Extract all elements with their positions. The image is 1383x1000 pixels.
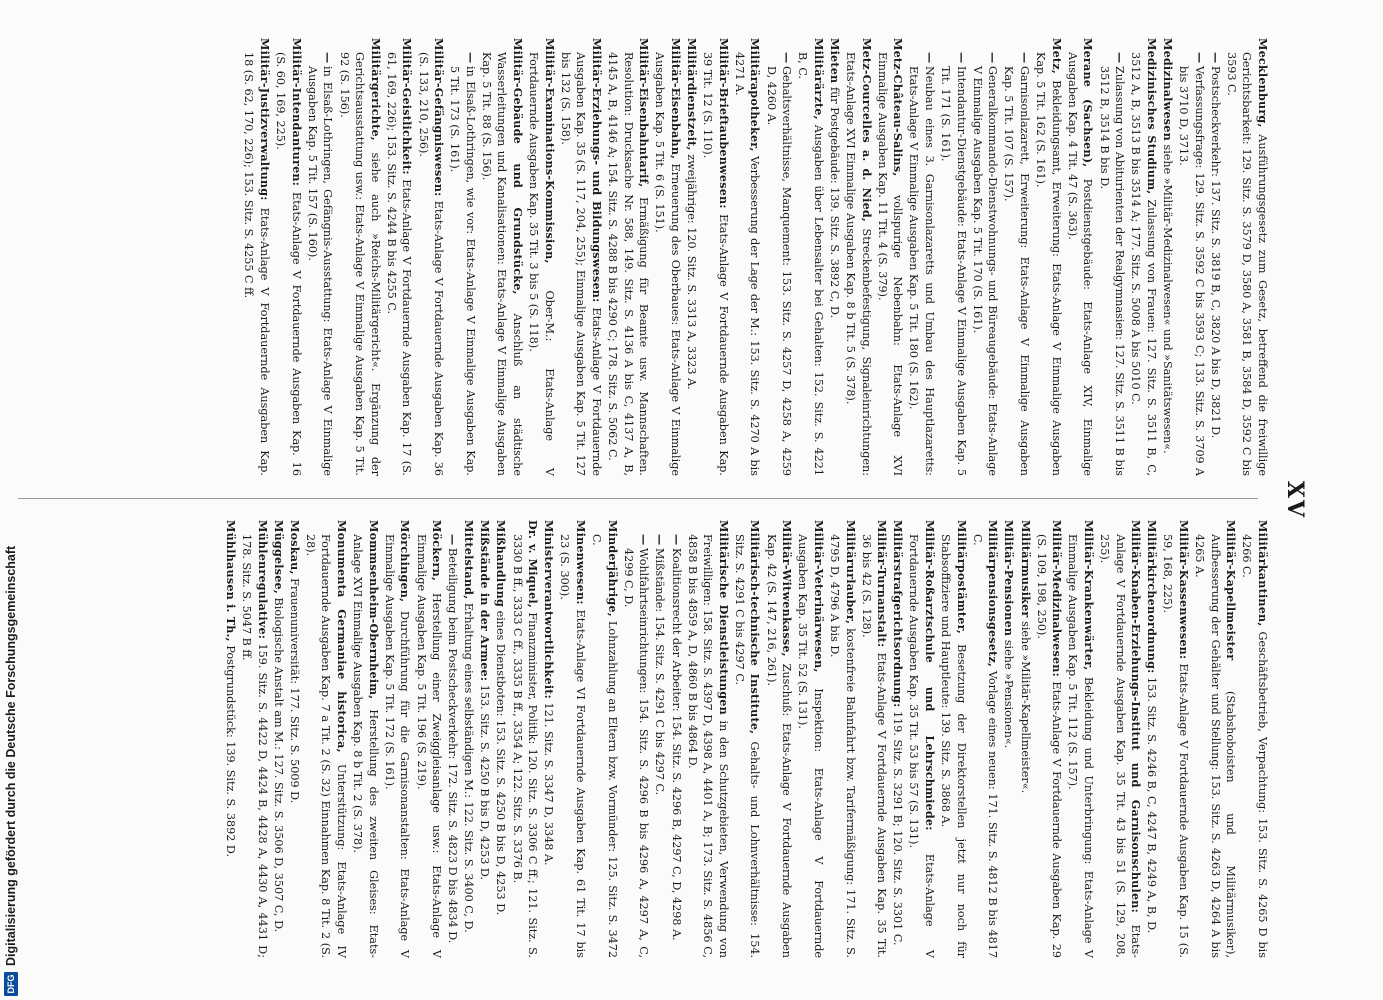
index-reference: Lohnzahlung an Eltern bzw. Vormünder: 125. Sitz. S. 3472 C. <box>590 534 619 958</box>
index-entry <box>336 38 383 476</box>
index-reference: Koalitionsrecht der Arbeiter: 154. Sitz. S. 4296 B, 4297 C, D, 4298 A. <box>669 548 683 941</box>
index-entry <box>588 520 619 958</box>
index-reference: 153. Sitz. S. 4246 B, C, 4247 B, 4249 A, B, D. <box>1145 677 1159 934</box>
index-reference: Gehaltsverhältnisse, Manquement: 153. Sitz. S. 4257 D, 4258 A, 4259 D, 4260 A. <box>764 66 794 476</box>
index-term: Militärkirchenordnung: <box>1145 520 1160 674</box>
index-entry <box>1064 38 1095 476</box>
index-term: Metz-Courcelles a. d. Nied, <box>859 38 874 223</box>
index-reference: Vorlage eines neuen: 171. Sitz. S. 4812 B bis 4817 C. <box>970 534 1000 958</box>
index-entry <box>1223 38 1270 476</box>
index-entry <box>795 520 826 958</box>
index-entry <box>969 520 1000 958</box>
index-entry <box>478 38 525 476</box>
index-term: Militär-Turnanstalt: <box>875 520 890 648</box>
index-reference: Geschäftsbetrieb, Verpachtung: 153. Sitz. S. 4265 D bis 4266 C. <box>1240 534 1269 958</box>
index-reference: Biologische Anstalt am M.: 127. Sitz. S. 3506 D, 3507 C, D. <box>271 597 285 933</box>
index-term: Militär-Geistlichkeit: <box>400 38 415 175</box>
index-entry <box>1017 520 1033 958</box>
index-reference: in Elsaß-Lothringen, Gefängnis-Ausstattung: Etats-Anlage V Einmalige Ausgaben Kap. 5 Tit. 157 (S. 160). <box>305 66 335 476</box>
index-subentry <box>763 38 794 476</box>
index-term: Mühlhausen i. Th., <box>223 520 238 642</box>
index-reference: eines Dienstboten: 153. Sitz. S. 4250 B bis D, 4253 D. <box>494 610 508 916</box>
index-reference: Herstellung einer Zweiggleisanlage usw.: Etats-Anlage V Einmalige Ausgaben Kap. 5 Tit. 196 (S. 219). <box>414 534 444 958</box>
index-reference: Frauenuniversität: 177. Sitz. S. 5009 D. <box>287 578 301 804</box>
index-entry <box>381 520 412 958</box>
index-entry <box>509 520 540 958</box>
index-reference: in den Schutzgebieten, Verwendung von Freiwilligen: 158. Sitz. S. 4397 D, 4398 A, 4401 A, B; 173. Sitz. S. 4856 C, 4858 B bis 4859 A, D, 4860 B bis 4864 D. <box>685 534 730 958</box>
index-entry <box>1160 520 1191 958</box>
footer-credit-text: Digitalisierung gefördert durch die Deutsche Forschungsgemeinschaft <box>4 545 18 966</box>
subentry-dash: — <box>986 52 1001 64</box>
index-reference: siehe auch »Reichs-Militärgericht«. Ergänzung der Gerichtsausstattung usw.: Etats-Anlage V Einmalige Ausgaben Kap. 5 Tit. 92 (S. 156). <box>337 52 382 476</box>
index-term: Militär-Medizinalwesen: <box>1050 520 1065 677</box>
index-entry <box>557 520 588 958</box>
register-page-rotated <box>0 30 1310 970</box>
index-entry <box>1001 520 1017 958</box>
index-reference: 119. Sitz. S. 3291 B; 120. Sitz. S. 3301 C. <box>891 711 905 946</box>
index-reference: 159. Sitz. S. 4422 D, 4424 B, 4428 A, 4430 A, 4431 D; 178. Sitz. S. 5047 B ff. <box>240 534 269 958</box>
index-term: Militärische Dienstleistungen <box>716 520 731 715</box>
index-reference: Etats-Anlage V Fortdauernde Ausgaben Kap. 36 (S. 133, 210, 256). <box>416 52 446 476</box>
index-reference: Ermäßigung für Beamte usw. Mannschaften. Resolution: Drucksache Nr. 588, 149. Sitz. S. 4136 A bis C, 4137 A, B, 4145 A, B, 4146 A; 154. Sitz. S. 4288 B bis 4290 C; 178. Sitz. S. 5062 C. <box>606 52 651 476</box>
index-term: Militärpostämter, <box>954 520 969 634</box>
index-reference: Herstellung des zweiten Gleises: Etats-Anlage XVI Einmalige Ausgaben Kap. 8 b Tit. 2 (S. 378). <box>351 534 380 958</box>
index-reference: Mißstände: 154. Sitz. S. 4291 C bis 4297 C. <box>653 548 667 796</box>
index-entry <box>270 520 286 958</box>
index-entry <box>415 38 446 476</box>
index-reference: für Postgebäude: 139. Sitz. S. 3892 C, D. <box>827 86 841 319</box>
index-entry <box>684 38 700 476</box>
index-term: Mittelstand, <box>462 520 477 600</box>
index-reference: Etats-Anlage V Fortdauernde Ausgaben Kap. 16 (S. 60, 169, 225). <box>274 52 303 476</box>
index-term: Militär-Krankenwärter, <box>1081 520 1096 671</box>
index-entry <box>938 520 969 958</box>
index-term: Merane (Sachsen), <box>1081 38 1096 168</box>
index-entry <box>1128 38 1159 476</box>
index-subentry <box>969 38 1000 476</box>
index-subentry <box>1175 38 1206 476</box>
index-term: Moskau, <box>287 520 302 575</box>
index-reference: siehe »Militär-Kapellmeister«. <box>1018 621 1032 794</box>
index-subentry <box>1001 38 1032 476</box>
index-entry <box>541 520 557 958</box>
index-term: Möckern, <box>430 520 445 582</box>
index-entry <box>906 520 937 958</box>
subentry-dash: — <box>1192 52 1207 64</box>
index-entry <box>1065 520 1096 958</box>
index-reference: Zuschuß: Etats-Anlage V Fortdauernde Ausgaben Kap. 42 (S. 147, 216, 261). <box>764 534 794 958</box>
index-term: Militär-Gefängniswesen: <box>432 38 447 197</box>
subentry-dash: — <box>1208 52 1223 64</box>
index-reference: Etats-Anlage V Fortdauernde Ausgaben Kap. 35 Tit. 36 bis 42 (S. 128). <box>859 534 889 958</box>
index-reference: zweijährige: 120. Sitz. S. 3313 A, 3323 A. <box>685 154 699 390</box>
index-entry <box>383 38 414 476</box>
index-term: Militär-Pensionen <box>1002 520 1017 637</box>
index-subentry <box>1207 38 1223 476</box>
index-term: Militär-Brieftaubenwesen: <box>716 38 731 209</box>
index-entry <box>526 38 557 476</box>
index-entry <box>842 38 873 476</box>
subentry-dash: — <box>463 52 478 64</box>
index-term: Mühlenregulative: <box>255 520 270 640</box>
index-subentry <box>668 520 684 958</box>
index-subentry <box>652 520 668 958</box>
index-entry <box>890 520 906 958</box>
index-term: Militär-Kassenwesen: <box>1177 520 1192 660</box>
index-reference: Erhaltung eines selbständigen M.: 122. Sitz. S. 3400 C, D. <box>462 602 476 933</box>
index-reference: in Elsaß-Lothringen, wie vor: Etats-Anlage V Einmalige Ausgaben Kap. 5 Tit. 173 (S. 161). <box>448 66 477 476</box>
page-number: XV <box>1282 480 1308 520</box>
index-entry <box>286 520 302 958</box>
index-entry <box>1033 520 1064 958</box>
index-entry <box>1192 520 1239 958</box>
index-entry <box>1096 520 1143 958</box>
index-entry <box>874 38 905 476</box>
index-term: Militär-Justizverwaltung: <box>258 38 273 201</box>
index-term: Medizinisches Studium, <box>1144 38 1159 195</box>
index-subentry <box>304 38 335 476</box>
index-entry <box>238 520 269 958</box>
index-term: Metz-Château-Salins, <box>891 38 906 177</box>
index-reference: Erneuerung des Oberbaues: Etats-Anlage V Einmalige Ausgaben Kap. 5 Tit. 6 (S. 151). <box>653 52 683 476</box>
index-reference: Etats-Anlage V Fortdauernde Ausgaben Kap. 15 (S. 59, 168, 225). <box>1161 534 1191 958</box>
index-reference: Neubau eines 3. Garnisonlazaretts und Umbau des Hauptlazaretts: Etats-Anlage V Einmalige Ausgaben Kap. 5 Tit. 180 (S. 162). <box>907 66 937 476</box>
index-reference: Finanzminister, Politik: 120. Sitz. S. 3306 C ff.; 121. Sitz. S. 3330 B ff., 3333 C ff., 3335 B ff., 3354 A; 122. Sitz. S. 3376 B. <box>510 534 540 958</box>
index-reference: Ausgaben über Lebensalter bei Gehalten: 152. Sitz. S. 4221 B, C. <box>796 52 825 476</box>
index-entry <box>493 520 509 958</box>
subentry-dash: — <box>923 52 938 64</box>
index-term: Militärmusiker <box>1018 520 1033 618</box>
index-reference: siehe »Pensionen«. <box>1002 639 1016 749</box>
index-reference: Etats-Anlage V Fortdauernde Ausgaben Kap. 39 Tit. 12 (S. 110). <box>701 52 730 476</box>
index-reference: Beteiligung beim Postscheckverkehr: 172. Sitz. S. 4823 D bis 4834 D. <box>446 548 460 944</box>
index-term: Militär-Knaben-Erziehungs-Institut und Garnisonschulen: <box>1129 520 1144 913</box>
index-term: Militärärzte, <box>811 38 826 120</box>
index-reference: Zulassung von Abiturienten der Realgymnasien: 127. Sitz. S. 3511 B bis 3512 B, 3514 B bis D. <box>1097 66 1127 476</box>
subentry-dash: — <box>637 534 652 546</box>
index-reference: Etats-Anlage V Fortdauernde Ausgaben Kap. 18 (S. 62, 170, 226); 153. Sitz. S. 4255 C ff. <box>242 52 272 476</box>
index-entry <box>700 38 731 476</box>
index-subentry <box>447 38 478 476</box>
index-term: Mörchingen, <box>398 520 413 603</box>
index-term: Monumenta Germaniae historica, <box>335 520 350 753</box>
index-reference: Bekleidung und Unterbringung: Etats-Anlage V Einmalige Ausgaben Kap. 5 Tit. 112 (S. 157). <box>1066 534 1095 958</box>
index-term: Medizinalwesen <box>1160 38 1175 141</box>
index-reference: Etats-Anlage V Fortdauernde Ausgaben Kap. 35 (S. 117, 204, 255); Einmalige Ausgaben Kap. 5 Tit. 127 bis 132 (S. 158). <box>558 52 604 476</box>
index-reference: Anschluß an städtische Wasserleitungen und Kanalisationen: Etats-Anlage V Einmalige Ausgaben Kap. 5 Tit. 88 (S. 156). <box>479 52 525 476</box>
index-term: Militärpensionsgesetz, <box>986 520 1001 668</box>
index-entry <box>222 520 238 958</box>
index-term: Minenwesen: <box>573 520 588 605</box>
index-term: Militär-Gebäude und Grundstücke, <box>511 38 526 295</box>
index-term: Mißhandlung <box>494 520 509 608</box>
index-entry <box>731 38 762 476</box>
subentry-dash: — <box>321 52 336 64</box>
index-entry <box>350 520 381 958</box>
index-reference: Durchführung für die Garnisonanstalten: Etats-Anlage V Einmalige Ausgaben Kap. 5 Tit. 172 (S. 161). <box>382 534 412 958</box>
index-subentry <box>620 520 651 958</box>
index-term: Ministerverantwortlichkeit: <box>542 520 557 699</box>
index-entry <box>795 38 826 476</box>
index-entry <box>731 520 762 958</box>
index-reference: Etats-Anlage V Fortdauernde Ausgaben Kap. 17 (S. 61, 169, 226); 153. Sitz. S. 4244 B bis 4255 C. <box>384 52 414 476</box>
index-term: Militär-Kapellmeister <box>1224 520 1239 661</box>
index-entry <box>763 520 794 958</box>
subentry-dash: — <box>446 534 461 546</box>
index-entry <box>1159 38 1175 476</box>
index-entry <box>273 38 304 476</box>
index-reference: Ausführungsgesetz zum Gesetz, betreffend die freiwillige Gerichtsbarkeit: 129. Sitz. S. 3579 D, 3580 A, 3581 B, 3584 D, 3592 C bis 3593 C. <box>1224 52 1269 476</box>
index-term: Militär-Erziehungs- und Bildungswesen: <box>590 38 605 303</box>
index-reference: Postgrundstück: 139. Sitz. S. 3892 D. <box>223 645 237 858</box>
index-subentry <box>445 520 461 958</box>
index-entry <box>1033 38 1064 476</box>
index-reference: Streckenbefestigung, Signaleinrichtungen: Etats-Anlage XVI Einmalige Ausgaben Kap. 8 b Tit. 5 (S. 378). <box>844 52 873 476</box>
index-entry <box>241 38 272 476</box>
index-entry <box>652 38 683 476</box>
subentry-dash: — <box>1113 52 1128 64</box>
index-subentry <box>938 38 969 476</box>
index-reference: Zulassung von Frauen: 127. Sitz. S. 3511 B, C, 3512 A, B, 3513 B bis 3514 A; 177. Sitz. S. 5008 A bis 5010 C. <box>1129 52 1158 476</box>
dfg-logo: DFG <box>4 972 18 996</box>
index-term: Militärapotheker, <box>748 38 763 152</box>
subentry-dash: — <box>669 534 684 546</box>
index-entry <box>461 520 477 958</box>
index-reference: Bekleidungsamt, Erweiterung: Etats-Anlage V Einmalige Ausgaben Kap. 5 Tit. 162 (S. 161). <box>1034 52 1063 476</box>
index-reference: Verbesserung der Lage der M.: 153. Sitz. S. 4270 A bis 4271 A. <box>732 52 762 476</box>
index-term: Militär-Witwenkasse, <box>780 520 795 657</box>
index-reference: Etats-Anlage V Fortdauernde Ausgaben Kap. 35 Tit. 53 bis 57 (S. 131). <box>907 534 937 958</box>
index-reference: Postscheckverkehr: 137. Sitz. S. 3819 B, C, 3820 A bis D, 3821 D. <box>1208 66 1222 439</box>
index-entry <box>858 520 889 958</box>
index-reference: Postdienstgebäude: Etats-Anlage XIV, Einmalige Ausgaben Kap. 4 Tit. 47 (S. 363). <box>1065 52 1095 476</box>
index-entry <box>477 520 493 958</box>
index-reference: Inspektion: Etats-Anlage V Fortdauernde Ausgaben Kap. 35 Tit. 52 (S. 131). <box>796 534 825 958</box>
index-term: Militär-Intendanturen: <box>289 38 304 187</box>
index-term: Müggelsee, <box>271 520 286 594</box>
subentry-dash: — <box>1018 52 1033 64</box>
index-term: Militär-Roßarztschule und Lehrschmiede: <box>923 520 938 831</box>
index-reference: Wohlfahrtseinrichtungen: 154. Sitz. S. 4296 B bis 4296 A, 4297 A, C, 4299 C, D. <box>621 548 651 958</box>
index-entry <box>826 38 842 476</box>
index-reference: Etats-Anlage V Fortdauernde Ausgaben Kap. 35 Tit. 43 bis 51 (S. 129, 208, 255). <box>1098 534 1143 958</box>
index-entry <box>605 38 652 476</box>
index-reference: Ober-M.: Etats-Anlage V Fortdauernde Ausgaben Kap. 35 Tit. 3 bis 5 (S. 118). <box>527 52 556 476</box>
index-reference: Besetzung der Direktorstellen jetzt nur noch für Stabsoffiziere und Hauptleute: 139. Sitz. S. 3868 A. <box>939 534 968 958</box>
index-term: Mecklenburg, <box>1256 38 1270 128</box>
index-reference: Etats-Anlage V Fortdauernde Ausgaben Kap. 29 (S. 109, 198, 250). <box>1034 534 1064 958</box>
subentry-dash: — <box>954 52 969 64</box>
index-reference: Verfassungsfrage: 129. Sitz. S. 3592 C bis 3593 C; 133. Sitz. S. 3709 A bis 3710 D, 3713. <box>1177 66 1206 476</box>
index-term: Militärstrafgerichtsordnung: <box>891 520 906 708</box>
subentry-dash: — <box>653 534 668 546</box>
index-reference: 153. Sitz. S. 4250 B bis D, 4253 D. <box>478 684 492 881</box>
index-reference: (Stabshoboisten und Militärmusiker), Aufbesserung der Gehälter und Stellung: 153. Sitz. S. 4263 D, 4264 A bis 4265 A. <box>1193 534 1238 958</box>
index-entry <box>413 520 444 958</box>
index-term: Dr. v. Miquel, <box>526 520 541 608</box>
index-reference: Unterstützung: Etats-Anlage IV Fortdauernde Ausgaben Kap. 7 a Tit. 2 (S. 32) Einnahmen Kap. 8 Tit. 2 (S. 28). <box>303 534 349 958</box>
index-reference: Garnisonlazarett, Erweiterung: Etats-Anlage V Einmalige Ausgaben Kap. 5 Tit. 107 (S. 157). <box>1002 66 1032 476</box>
index-term: Militärkantinen, <box>1256 520 1270 627</box>
index-term: Militär-Veterinärwesen, <box>811 520 826 673</box>
index-reference: Intendantur-Dienstgebäude: Etats-Anlage V Einmalige Ausgaben Kap. 5 Tit. 171 (S. 161). <box>939 66 968 476</box>
index-reference: Gehalts- und Lohnverhältnisse: 154. Sitz. S. 4291 C bis 4297 C. <box>732 534 762 958</box>
index-subentry <box>1096 38 1127 476</box>
index-term: Militär-Examinations-Kommission, <box>542 38 557 264</box>
index-entry <box>826 520 857 958</box>
index-entry <box>1239 520 1270 958</box>
index-column-right <box>5 520 1270 958</box>
index-reference: vollspurige Nebenbahn: Etats-Anlage XVI Einmalige Ausgaben Kap. 11 Tit. 4 (S. 379). <box>875 52 905 476</box>
index-term: Metz, <box>1049 38 1064 74</box>
subentry-dash: — <box>780 52 795 64</box>
index-term: Militärisch-technische Institute, <box>748 520 763 735</box>
index-term: Mieten <box>827 38 842 84</box>
index-term: Militärdienstzeit, <box>685 38 700 151</box>
index-reference: kostenfreie Bahnfahrt bzw. Tarifermäßigung: 171. Sitz. S. 4795 D, 4796 A bis D. <box>827 534 857 958</box>
index-entry <box>1144 520 1160 958</box>
index-reference: 121. Sitz. S. 3347 D, 3348 A. <box>542 702 556 866</box>
index-subentry <box>906 38 937 476</box>
index-entry <box>302 520 349 958</box>
index-entry <box>684 520 731 958</box>
index-term: Minderjährige, <box>605 520 620 617</box>
index-term: Mommsenheim-Obernheim, <box>366 520 381 700</box>
index-reference: Generalkommando-Dienstwohnungs- und Büreaugebäude: Etats-Anlage V Einmalige Ausgaben Kap. 5 Tit. 170 (S. 161). <box>970 66 1000 476</box>
column-divider <box>18 498 1258 499</box>
index-entry <box>557 38 604 476</box>
index-reference: Etats-Anlage VI Fortdauernde Ausgaben Kap. 61 Tit. 17 bis 23 (S. 300). <box>558 534 587 958</box>
index-term: Militärurlauber, <box>843 520 858 625</box>
index-term: Militärgerichte, <box>368 38 383 141</box>
index-reference: siehe »Militär-Medizinalwesen« und »Sanitätswesen«. <box>1160 144 1174 454</box>
index-column-left <box>5 38 1270 476</box>
index-term: Mißstände in der Armee: <box>478 520 493 682</box>
index-term: Militär-Eisenbahn, <box>669 38 684 160</box>
index-term: Militär-Eisenbahntarif, <box>637 38 652 188</box>
